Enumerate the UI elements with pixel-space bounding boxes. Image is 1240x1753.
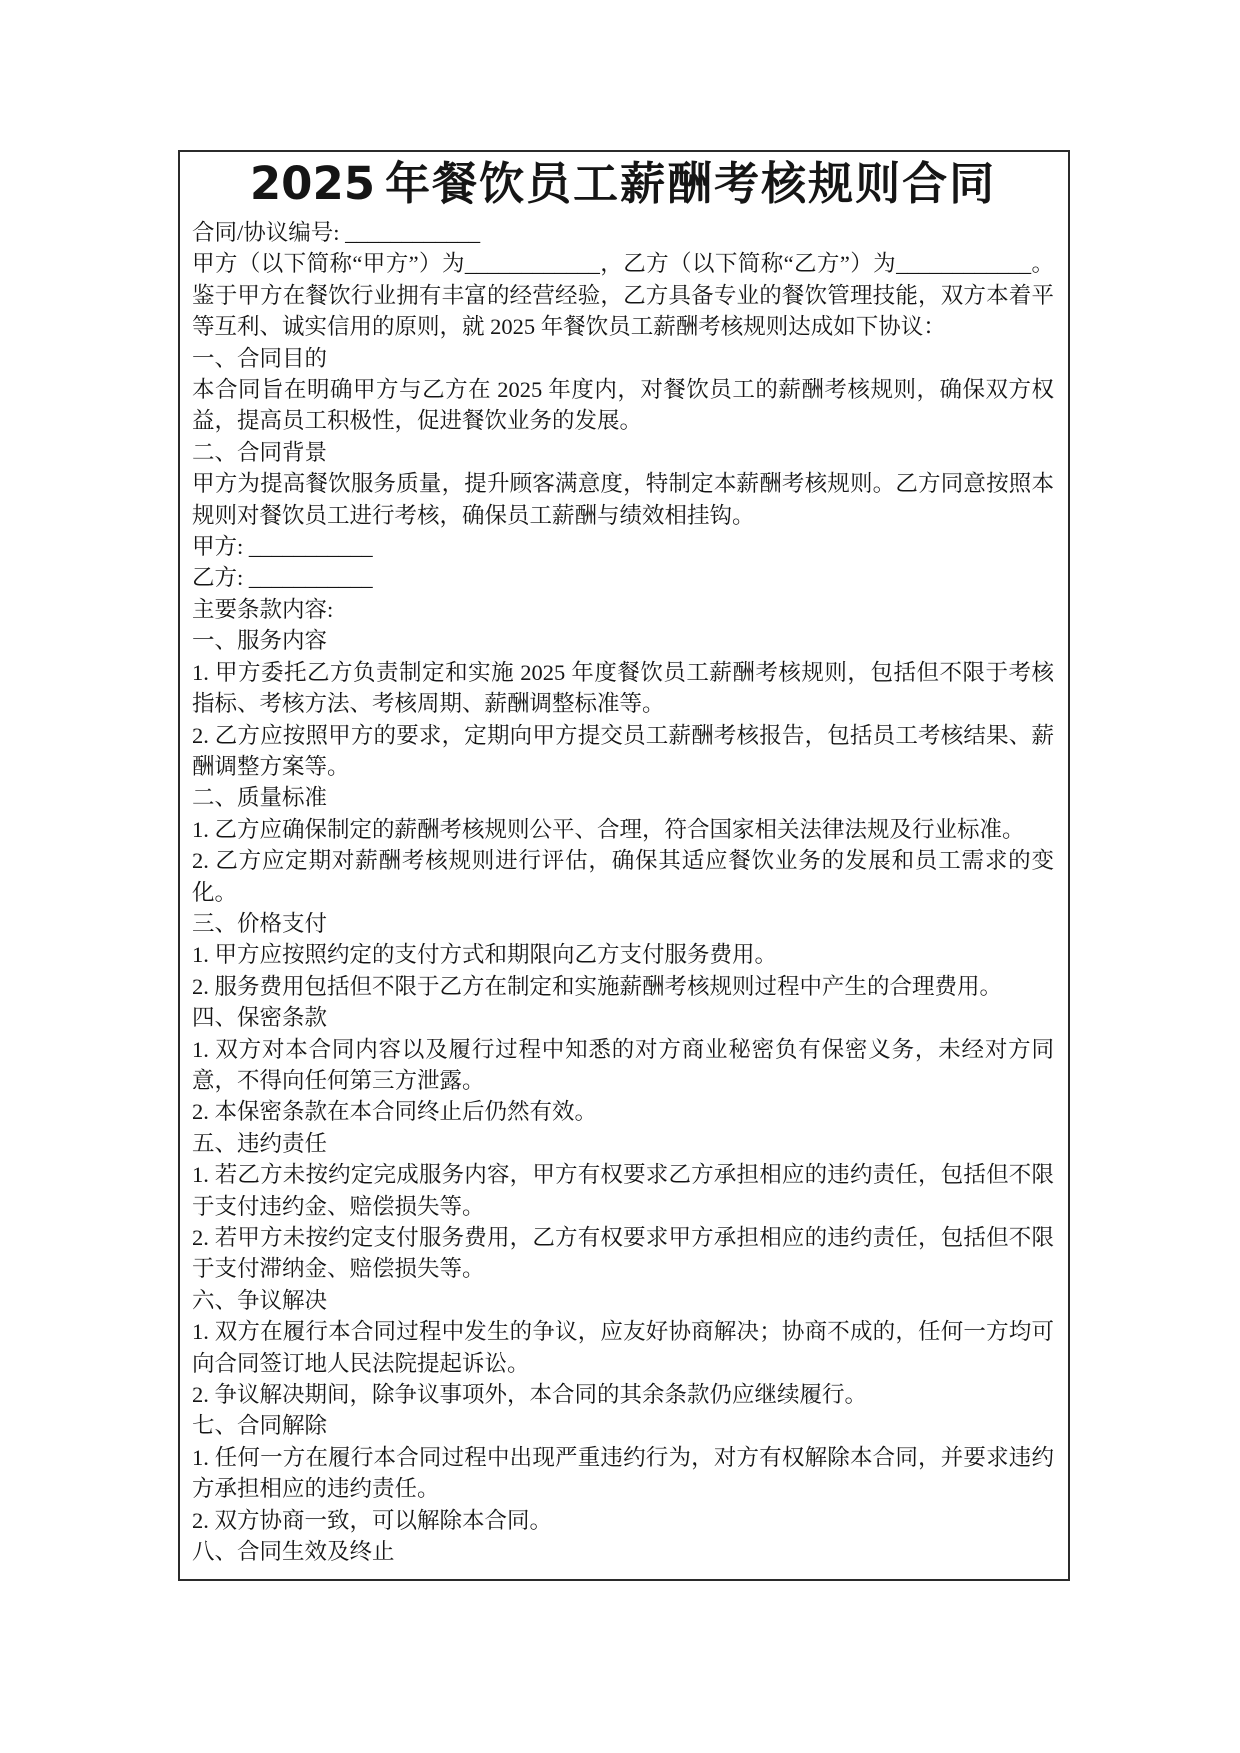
contract-paragraph: 1. 若乙方未按约定完成服务内容，甲方有权要求乙方承担相应的违约责任，包括但不限于支付违约金、赔偿损失等。	[192, 1162, 1054, 1219]
contract-paragraph: 2. 争议解决期间，除争议事项外，本合同的其余条款仍应继续履行。	[192, 1382, 868, 1408]
contract-paragraph: 合同/协议编号: ____________	[192, 220, 481, 245]
contract-paragraph: 2. 乙方应按照甲方的要求，定期向甲方提交员工薪酬考核报告，包括员工考核结果、薪酬调整方案等。	[192, 722, 1054, 779]
contract-paragraph: 主要条款内容:	[192, 596, 334, 622]
contract-paragraph: 2. 若甲方未按约定支付服务费用，乙方有权要求甲方承担相应的违约责任，包括但不限于支付滞纳金、赔偿损失等。	[192, 1225, 1054, 1282]
contract-title-year: 2025	[249, 157, 376, 210]
contract-page	[178, 150, 1070, 1581]
contract-paragraph: 1. 双方在履行本合同过程中发生的争议，应友好协商解决；协商不成的，任何一方均可向合同签订地人民法院提起诉讼。	[192, 1319, 1054, 1376]
contract-paragraph: 1. 双方对本合同内容以及履行过程中知悉的对方商业秘密负有保密义务，未经对方同意，不得向任何第三方泄露。	[192, 1036, 1054, 1093]
contract-paragraph: 八、合同生效及终止	[192, 1539, 395, 1565]
contract-title	[192, 159, 1054, 209]
contract-paragraph: 二、合同背景	[192, 439, 328, 465]
contract-paragraph: 2. 本保密条款在本合同终止后仍然有效。	[192, 1099, 598, 1125]
contract-paragraph: 1. 乙方应确保制定的薪酬考核规则公平、合理，符合国家相关法律法规及行业标准。	[192, 816, 1025, 842]
contract-paragraph: 2. 服务费用包括但不限于乙方在制定和实施薪酬考核规则过程中产生的合理费用。	[192, 973, 1003, 999]
contract-paragraph: 1. 甲方委托乙方负责制定和实施 2025 年度餐饮员工薪酬考核规则，包括但不限于考核指标、考核方法、考核周期、薪酬调整标准等。	[192, 659, 1054, 717]
contract-paragraph: 2. 乙方应定期对薪酬考核规则进行评估，确保其适应餐饮业务的发展和员工需求的变化。	[192, 848, 1054, 905]
contract-paragraph: 甲方（以下简称“甲方”）为____________，乙方（以下简称“乙方”）为____________。鉴于甲方在餐饮行业拥有丰富的经营经验，乙方具备专业的餐饮管理技能，双方本着平等互利、诚实信用的原则，就 2025 年餐饮员工薪酬考核规则达成如下协议：	[192, 251, 1054, 340]
contract-paragraph: 一、合同目的	[192, 345, 328, 371]
contract-paragraph: 本合同旨在明确甲方与乙方在 2025 年度内，对餐饮员工的薪酬考核规则，确保双方权益，提高员工积极性，促进餐饮业务的发展。	[192, 377, 1054, 434]
contract-paragraph: 七、合同解除	[192, 1413, 328, 1439]
contract-paragraph: 六、争议解决	[192, 1287, 328, 1313]
contract-paragraph: 甲方: ___________	[192, 534, 373, 560]
contract-title-text: 年餐饮员工薪酬考核规则合同	[385, 159, 997, 209]
contract-paragraph: 乙方: ___________	[192, 565, 373, 591]
contract-paragraph: 四、保密条款	[192, 1005, 328, 1031]
contract-paragraph: 三、价格支付	[192, 910, 328, 936]
contract-paragraph: 2. 双方协商一致，可以解除本合同。	[192, 1507, 553, 1533]
contract-paragraph: 1. 任何一方在履行本合同过程中出现严重违约行为，对方有权解除本合同，并要求违约方承担相应的违约责任。	[192, 1444, 1054, 1502]
contract-paragraph: 二、质量标准	[192, 785, 328, 811]
contract-paragraph: 1. 甲方应按照约定的支付方式和期限向乙方支付服务费用。	[192, 942, 778, 968]
contract-paragraph: 五、违约责任	[192, 1130, 328, 1156]
contract-paragraph: 一、服务内容	[192, 628, 328, 654]
contract-body	[192, 217, 1054, 1567]
contract-paragraph: 甲方为提高餐饮服务质量，提升顾客满意度，特制定本薪酬考核规则。乙方同意按照本规则对餐饮员工进行考核，确保员工薪酬与绩效相挂钩。	[192, 471, 1054, 528]
